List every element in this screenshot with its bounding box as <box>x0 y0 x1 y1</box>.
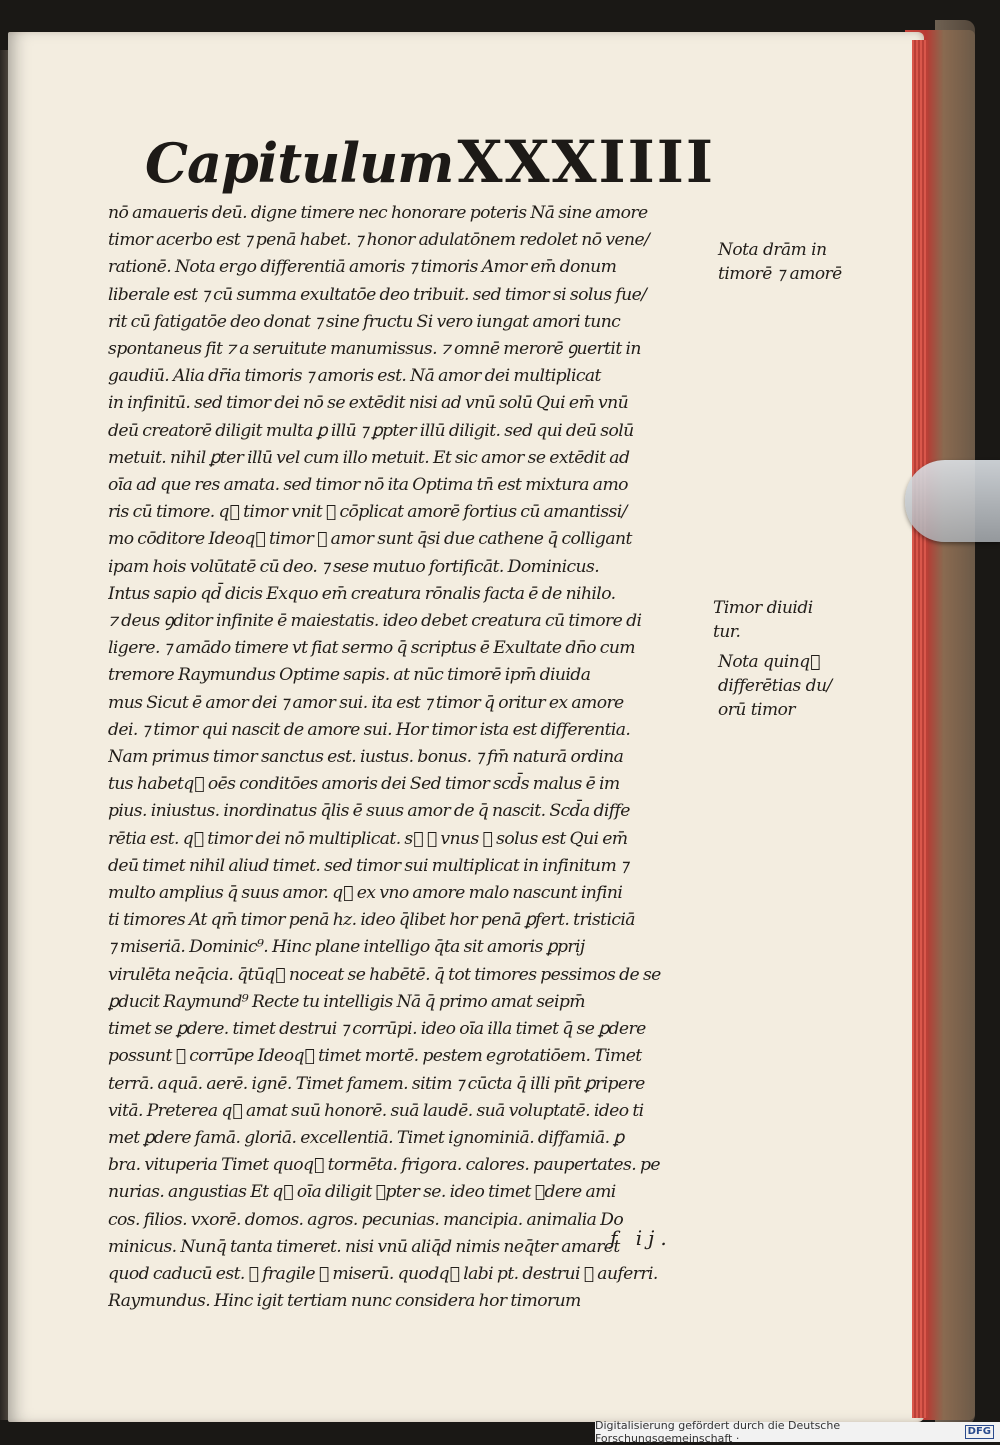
main-text-block <box>108 200 713 1315</box>
text-line: gaudiū. Alia dr̄ia timoris ⁊ amoris est. Nā amor dei multiplicat <box>108 366 601 387</box>
text-line: liberale est ⁊ cū summa exultatōe deo tribuit. sed timor si solus fue/ <box>108 284 647 305</box>
text-line: rētia est. q᷑ timor dei nō multiplicat. s᷑ ꝑ vnus ⁊ solus est Qui em̄ <box>108 828 628 849</box>
text-line: oīa ad que res amata. sed timor nō ita Optima tn̄ est mixtura amo <box>108 475 628 496</box>
margin-note-line: differētias du/ <box>718 676 832 696</box>
text-line: Intus sapio qd̄ dicis Exquo em̄ creatura rōnalis facta ē de nihilo. <box>108 583 616 604</box>
text-line: ⁊ miseriā. Dominic⁹. Hinc plane intelligo q̄ta sit amoris ꝑprij <box>108 937 585 958</box>
text-line: timor acerbo est ⁊ penā habet. ⁊ honor adulatōnem redolet nō vene/ <box>108 230 650 251</box>
margin-note-line: orū timor <box>718 700 795 720</box>
margin-note-2 <box>713 596 863 644</box>
margin-note-1 <box>718 238 868 286</box>
margin-note-line: tur. <box>713 622 741 642</box>
text-line: timet se ꝑdere. timet destrui ⁊ corrūpi. ideo oīa illa timet q̄ se ꝑdere <box>108 1019 646 1040</box>
text-line: vitā. Preterea q᷑ amat suū honorē. suā laudē. suā voluptatē. ideo ti <box>108 1100 644 1121</box>
text-line: spontaneus fit ⁊ a seruitute manumissus. ⁊ omnē merorē ꝯuertit in <box>108 339 641 360</box>
page-clip <box>905 460 1000 542</box>
text-line: met ꝑdere famā. gloriā. excellentiā. Timet ignominiā. diffamiā. ꝑ <box>108 1127 624 1148</box>
text-line: rationē. Nota ergo differentiā amoris ⁊ timoris Amor em̄ donum <box>108 257 617 278</box>
footer-bar <box>595 1419 1000 1445</box>
text-line: metuit. nihil ꝑter illū vel cum illo metuit. Et sic amor se extēdit ad <box>108 447 630 468</box>
text-line: nurias. angustias Et q᷑ oīa diligit ꝑpter se. ideo timet ꝑdere ami <box>108 1182 616 1203</box>
text-line: dei. ⁊ timor qui nascit de amore sui. Hor timor ista est differentia. <box>108 719 631 740</box>
text-line: pius. iniustus. inordinatus q̄lis ē suus amor de q̄ nascit. Scd̄a diffe <box>108 801 630 822</box>
text-line: rit cū fatigatōe deo donat ⁊ sine fructu Si vero iungat amori tunc <box>108 311 621 332</box>
red-page-edges <box>912 40 928 1418</box>
text-line: ipam hois volūtatē cū deo. ⁊ sese mutuo fortificāt. Dominicus. <box>108 556 600 577</box>
text-line: bra. vituperia Timet quoq᷑ tormēta. frigora. calores. paupertates. pe <box>108 1155 660 1176</box>
chapter-title-word: Capitulum <box>145 131 454 195</box>
margin-note-line: Nota quinq᷑ <box>718 652 820 672</box>
dfg-logo: DFG <box>965 1425 994 1439</box>
text-line: deū timet nihil aliud timet. sed timor sui multiplicat in infinitum ⁊ <box>108 855 628 876</box>
text-line: terrā. aquā. aerē. ignē. Timet famem. sitim ⁊ cūcta q̄ illi pn̄t ꝑripere <box>108 1073 645 1094</box>
chapter-number: XXXIIII <box>457 128 715 196</box>
text-line: Raymundus. Hinc igit tertiam nunc considera hor timorum <box>108 1291 581 1312</box>
text-line: in infinitū. sed timor dei nō se extēdit nisi ad vnū solū Qui em̄ vnū <box>108 393 629 414</box>
text-line: mo cōditore Ideoq᷑ timor ⁊ amor sunt q̄si due cathene q̄ colligant <box>108 529 632 550</box>
text-line: Nam primus timor sanctus est. iustus. bonus. ⁊ fm̄ naturā ordina <box>108 747 624 768</box>
text-line: quod caducū est. ⁊ fragile ⁊ miserū. quodq᷑ labi pt. destrui ⁊ auferri. <box>108 1263 658 1284</box>
text-line: multo amplius q̄ suus amor. q᷑ ex vno amore malo nascunt infini <box>108 883 623 904</box>
text-line: minicus. Nunq̄ tanta timeret. nisi vnū aliq̄d nimis neq̄ter amaret <box>108 1236 620 1257</box>
text-line: deū creatorē diligit multa ꝑ illū ⁊ ꝑpter illū diligit. sed qui deū solū <box>108 420 634 441</box>
chapter-heading <box>145 128 715 198</box>
text-line: possunt ⁊ corrūpe Ideoq᷑ timet mortē. pestem egrotatiōem. Timet <box>108 1046 642 1067</box>
text-line: ti timores At qm̄ timor penā hz. ideo q̄libet hor penā ꝑfert. tristiciā <box>108 910 635 931</box>
text-line: virulēta neq̄cia. q̄tūq᷑ noceat se habētē. q̄ tot timores pessimos de se <box>108 964 661 985</box>
margin-note-line: timorē ⁊ amorē <box>718 264 842 284</box>
text-line: tus habetq᷑ oēs conditōes amoris dei Sed timor scd̄s malus ē im <box>108 774 620 795</box>
margin-note-line: Nota drām in <box>718 240 827 260</box>
margin-note-line: Timor diuidi <box>713 598 813 618</box>
text-line: ligere. ⁊ amādo timere vt fiat sermo q̄ scriptus ē Exultate dn̄o cum <box>108 638 635 659</box>
text-line: tremore Raymundus Optime sapis. at nūc timorē ipm̄ diuida <box>108 665 591 686</box>
text-line: cos. filios. vxorē. domos. agros. pecunias. mancipia. animalia Do <box>108 1209 624 1230</box>
margin-note-3 <box>718 650 868 722</box>
funding-credit: Digitalisierung gefördert durch die Deutsche Forschungsgemeinschaft · <box>595 1419 841 1445</box>
text-line: ris cū timore. q᷑ timor vnit ⁊ cōplicat amorē fortius cū amantissi/ <box>108 502 627 523</box>
text-line: nō amaueris deū. digne timere nec honorare poteris Nā sine amore <box>108 203 648 223</box>
signature-mark: f ij. <box>610 1226 673 1250</box>
text-line: ꝑducit Raymund⁹ Recte tu intelligis Nā q̄ primo amat seipm̄ <box>108 991 585 1012</box>
text-line: mus Sicut ē amor dei ⁊ amor sui. ita est ⁊ timor q̄ oritur ex amore <box>108 692 624 713</box>
text-line: ⁊ deus ꝯditor infinite ē maiestatis. ideo debet creatura cū timore di <box>108 611 642 632</box>
